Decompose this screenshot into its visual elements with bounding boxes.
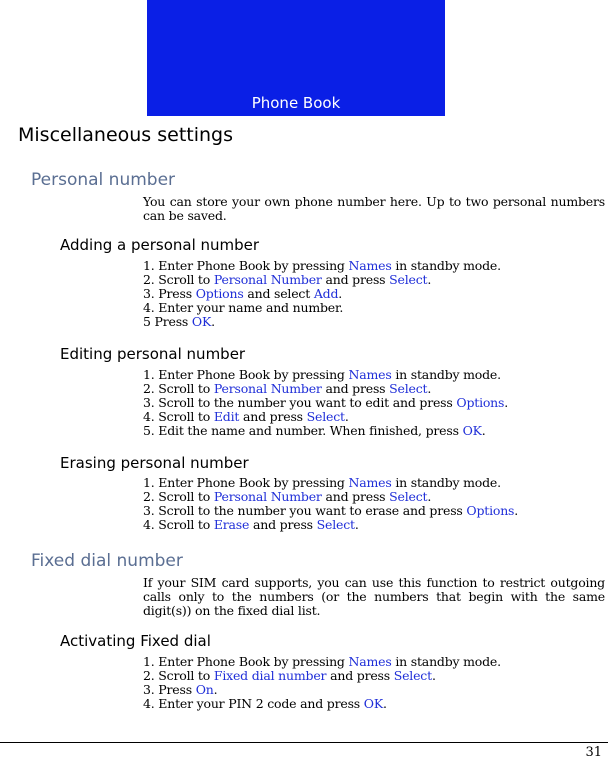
keyword-select: Select: [389, 489, 428, 504]
section-title-fixed-dial: Fixed dial number: [31, 551, 183, 571]
step-text: and press: [249, 517, 317, 532]
step-text: .: [211, 314, 215, 329]
keyword-on: On: [195, 682, 214, 697]
step-text: .: [213, 682, 218, 697]
subsection-title-editing: Editing personal number: [60, 345, 246, 363]
step-text: 4. Scroll to: [143, 409, 214, 424]
step-item: [143, 259, 605, 273]
step-item: [143, 669, 605, 683]
subsection-title-adding: Adding a personal number: [60, 236, 260, 254]
step-item: [143, 504, 605, 518]
step-item: [143, 490, 605, 504]
step-item: [143, 424, 605, 438]
keyword-names: Names: [348, 258, 392, 273]
step-text: 2. Scroll to: [143, 489, 214, 504]
section-title-personal-number: Personal number: [31, 170, 176, 190]
personal-number-intro: You can store your own phone number here. Up to two personal numbers can be saved.: [143, 194, 605, 223]
adding-steps-list: [143, 259, 605, 329]
keyword-ok: OK: [363, 696, 383, 711]
step-text: .: [427, 272, 432, 287]
step-item: [143, 396, 605, 410]
step-text: .: [431, 668, 436, 683]
step-item: [143, 287, 605, 301]
step-text: .: [514, 503, 519, 518]
step-text: .: [427, 489, 432, 504]
step-text: 5. Edit the name and number. When finished, press: [143, 423, 463, 438]
keyword-select: Select: [393, 668, 432, 683]
step-item: [143, 476, 605, 490]
banner-title: Phone Book: [251, 94, 341, 112]
step-text: 1. Enter Phone Book by pressing: [143, 367, 349, 382]
step-text: .: [354, 517, 359, 532]
activating-steps-list: [143, 655, 605, 711]
step-item: [143, 655, 605, 669]
step-text: and press: [326, 668, 394, 683]
step-text: .: [338, 286, 343, 301]
subsection-title-activating: Activating Fixed dial: [60, 632, 211, 650]
step-text: 4. Enter your PIN 2 code and press: [143, 696, 364, 711]
keyword-names: Names: [348, 654, 392, 669]
step-text: 3. Press: [143, 286, 196, 301]
step-item: [143, 315, 605, 329]
keyword-options: Options: [466, 503, 515, 518]
step-text: 2. Scroll to: [143, 272, 214, 287]
keyword-personal-number: Personal Number: [213, 272, 322, 287]
step-text: 1. Enter Phone Book by pressing: [143, 654, 349, 669]
step-text: .: [504, 395, 509, 410]
step-text: .: [344, 409, 349, 424]
step-text: and select: [243, 286, 314, 301]
step-text: in standby mode.: [391, 475, 501, 490]
keyword-select: Select: [316, 517, 355, 532]
keyword-add: Add: [313, 286, 339, 301]
subsection-title-erasing: Erasing personal number: [60, 454, 249, 472]
step-text: 5 Press: [143, 314, 192, 329]
keyword-edit: Edit: [213, 409, 240, 424]
keyword-select: Select: [389, 272, 428, 287]
phone-book-banner: [147, 0, 445, 116]
editing-steps-list: [143, 368, 605, 438]
step-text: 1. Enter Phone Book by pressing: [143, 475, 349, 490]
step-item: [143, 518, 605, 532]
step-text: .: [427, 381, 432, 396]
keyword-select: Select: [389, 381, 428, 396]
step-text: 3. Scroll to the number you want to erase and press: [143, 503, 467, 518]
keyword-personal-number: Personal Number: [213, 489, 322, 504]
keyword-personal-number: Personal Number: [213, 381, 322, 396]
step-text: in standby mode.: [391, 367, 501, 382]
keyword-erase: Erase: [213, 517, 250, 532]
step-text: .: [382, 696, 387, 711]
step-text: in standby mode.: [391, 654, 501, 669]
keyword-fixed-dial-number: Fixed dial number: [213, 668, 327, 683]
step-text: 4. Scroll to: [143, 517, 214, 532]
fixed-dial-intro: If your SIM card supports, you can use this function to restrict outgoing calls only to the numbers (or the numbers that begin with the same digit(s)) on the fixed dial list.: [143, 575, 605, 618]
step-item: [143, 301, 605, 315]
keyword-options: Options: [195, 286, 244, 301]
step-text: 3. Scroll to the number you want to edit and press: [143, 395, 457, 410]
keyword-select: Select: [306, 409, 345, 424]
step-item: [143, 368, 605, 382]
step-text: and press: [321, 489, 390, 504]
step-text: and press: [321, 381, 390, 396]
erasing-steps-list: [143, 476, 605, 532]
keyword-names: Names: [348, 475, 392, 490]
keyword-ok: OK: [462, 423, 482, 438]
keyword-options: Options: [456, 395, 505, 410]
step-item: [143, 697, 605, 711]
page-number: 31: [585, 745, 602, 760]
step-text: and press: [239, 409, 307, 424]
step-item: [143, 382, 605, 396]
step-text: 2. Scroll to: [143, 668, 214, 683]
step-item: [143, 683, 605, 697]
keyword-names: Names: [348, 367, 392, 382]
keyword-ok: OK: [191, 314, 212, 329]
step-text: 3. Press: [143, 682, 196, 697]
step-text: 4. Enter your name and number.: [143, 300, 344, 315]
footer-divider: [0, 742, 608, 743]
step-text: 2. Scroll to: [143, 381, 214, 396]
step-text: .: [481, 423, 486, 438]
step-item: [143, 273, 605, 287]
step-item: [143, 410, 605, 424]
step-text: in standby mode.: [391, 258, 501, 273]
step-text: 1. Enter Phone Book by pressing: [143, 258, 349, 273]
step-text: and press: [321, 272, 390, 287]
page-title: Miscellaneous settings: [18, 124, 234, 146]
